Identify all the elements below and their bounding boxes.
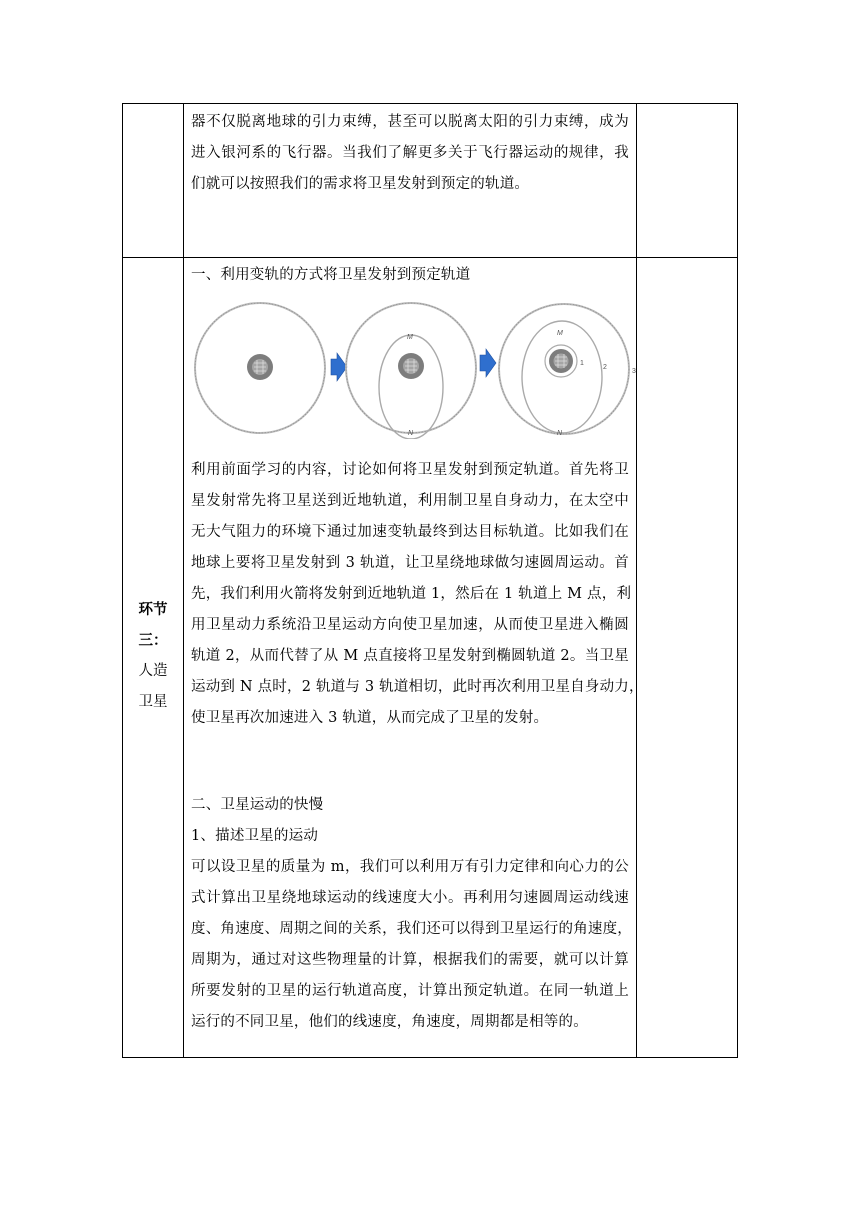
heading-satellite-speed: 二、卫星运动的快慢	[191, 797, 324, 813]
orbit-panel-3	[499, 304, 636, 437]
svg-text:M: M	[557, 330, 563, 337]
paragraph-orbit-transfer	[191, 455, 644, 734]
heading-describe-motion: 1、描述卫星的运动	[191, 828, 319, 844]
lesson-table	[122, 103, 738, 1058]
section-label	[123, 594, 183, 718]
svg-text:1: 1	[580, 360, 584, 367]
svg-text:M: M	[407, 334, 413, 341]
section-label-line: 人造	[138, 663, 168, 679]
text-line: 度、角速度、周期之间的关系，我们还可以得到卫星运行的角速度，	[191, 921, 632, 937]
arrow-icon	[331, 353, 347, 381]
text-line: 所要发射的卫星的运行轨道高度，计算出预定轨道。在同一轨道上	[191, 983, 629, 999]
orbit-panel-2	[346, 303, 476, 439]
text-line: 利用前面学习的内容，讨论如何将卫星发射到预定轨道。首先将卫	[191, 462, 629, 478]
column-divider-2	[636, 104, 637, 1057]
orbit-transfer-diagram	[193, 297, 647, 439]
text-line: 式计算出卫星绕地球运动的线速度大小。再利用匀速圆周运动线速	[191, 890, 629, 906]
text-line: 无大气阻力的环境下通过加速变轨最终到达目标轨道。比如我们在	[191, 524, 629, 540]
row1-line: 进入银河系的飞行器。当我们了解更多关于飞行器运动的规律，我	[191, 145, 629, 161]
svg-text:N: N	[557, 430, 563, 437]
paragraph-satellite-motion	[191, 852, 632, 1038]
text-line: 地球上要将卫星发射到 3 轨道，让卫星绕地球做匀速圆周运动。首	[191, 555, 629, 571]
text-line: 运行的不同卫星，他们的线速度，角速度，周期都是相等的。	[191, 1014, 588, 1030]
orbit-panel-1	[195, 303, 325, 433]
row1-content	[191, 107, 629, 200]
section-label-line: 卫星	[138, 694, 168, 710]
row1-line: 们就可以按照我们的需求将卫星发射到预定的轨道。	[191, 176, 530, 192]
section-label-line: 环节	[138, 601, 168, 618]
row1-line: 器不仅脱离地球的引力束缚，甚至可以脱离太阳的引力束缚，成为	[191, 114, 629, 130]
svg-text:3: 3	[632, 368, 636, 375]
arrow-icon	[480, 349, 496, 377]
section-label-line: 三：	[138, 632, 168, 649]
text-line: 星发射常先将卫星送到近地轨道，利用制卫星自身动力，在太空中	[191, 493, 629, 509]
text-line: 周期为，通过对这些物理量的计算，根据我们的需要，就可以计算	[191, 952, 629, 968]
text-line: 先，我们利用火箭将发射到近地轨道 1，然后在 1 轨道上 M 点，利	[191, 586, 632, 602]
svg-text:2: 2	[603, 364, 607, 371]
svg-text:N: N	[408, 430, 414, 437]
row2-content	[183, 257, 644, 1057]
heading-orbit-transfer: 一、利用变轨的方式将卫星发射到预定轨道	[191, 267, 471, 283]
text-line: 轨道 2，从而代替了从 M 点直接将卫星发射到椭圆轨道 2。当卫星	[191, 648, 629, 664]
text-line: 使卫星再次加速进入 3 轨道，从而完成了卫星的发射。	[191, 710, 549, 726]
text-line: 用卫星动力系统沿卫星运动方向使卫星加速，从而使卫星进入椭圆	[191, 617, 629, 633]
text-line: 运动到 N 点时，2 轨道与 3 轨道相切，此时再次利用卫星自身动力，	[191, 679, 644, 695]
text-line: 可以设卫星的质量为 m，我们可以利用万有引力定律和向心力的公	[191, 859, 629, 875]
